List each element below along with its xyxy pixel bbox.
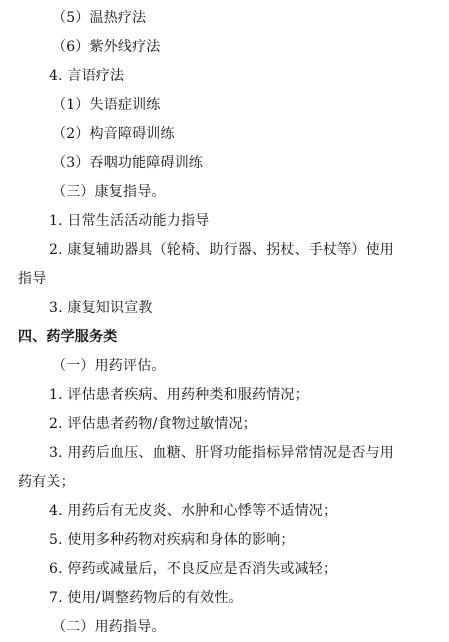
text-line: 4. 用药后有无皮炎、水肿和心悸等不适情况； xyxy=(49,503,338,519)
text-line: 7. 使用/调整药物后的有效性。 xyxy=(49,590,243,606)
section-heading: （三）康复指导。 xyxy=(52,184,166,200)
chapter-heading: 四、药学服务类 xyxy=(18,329,118,345)
text-line: 3. 用药后血压、血糖、肝肾功能指标异常情况是否与用 xyxy=(49,445,395,461)
text-line: 药有关； xyxy=(18,474,75,490)
text-line: 1. 日常生活活动能力指导 xyxy=(49,213,210,229)
section-heading: （一）用药评估。 xyxy=(52,358,166,374)
text-line: （3）吞咽功能障碍训练 xyxy=(52,155,204,171)
text-line: （2）构音障碍训练 xyxy=(52,126,175,142)
text-line: （6）紫外线疗法 xyxy=(52,39,161,55)
text-line: 指导 xyxy=(18,271,47,287)
text-line: 2. 康复辅助器具（轮椅、助行器、拐杖、手杖等）使用 xyxy=(49,242,395,258)
section-heading: （二）用药指导。 xyxy=(52,619,166,635)
text-line: （5）温热疗法 xyxy=(52,10,147,26)
text-line: （1）失语症训练 xyxy=(52,97,161,113)
text-line: 2. 评估患者药物/食物过敏情况； xyxy=(49,416,257,432)
text-line: 6. 停药或减量后，不良反应是否消失或减轻； xyxy=(49,561,338,577)
text-line: 5. 使用多种药物对疾病和身体的影响； xyxy=(49,532,295,548)
text-line: 3. 康复知识宣教 xyxy=(49,300,153,316)
text-line: 1. 评估患者疾病、用药种类和服药情况； xyxy=(49,387,309,403)
text-line: 4. 言语疗法 xyxy=(49,68,125,84)
